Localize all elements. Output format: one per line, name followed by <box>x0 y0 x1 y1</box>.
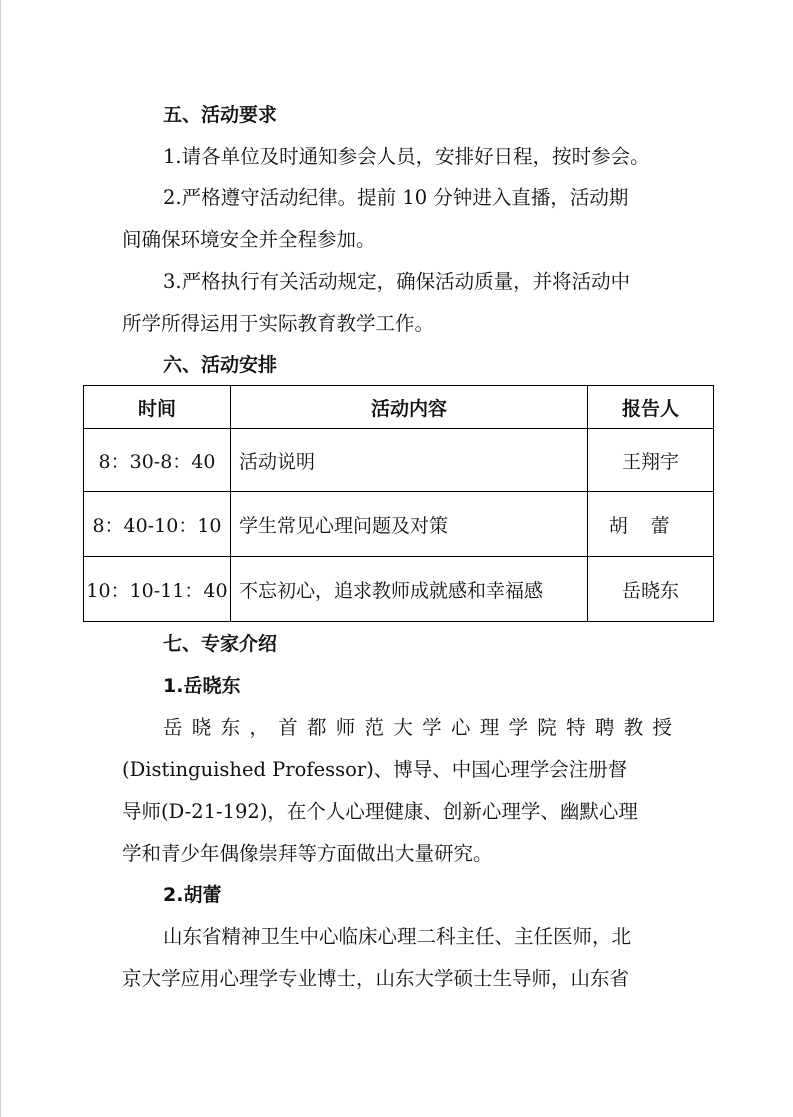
cell-time: 10：10-11：40 <box>84 557 231 622</box>
cell-content: 活动说明 <box>231 429 588 492</box>
header-content: 活动内容 <box>231 386 588 429</box>
expert2-line2: 京大学应用心理学专业博士，山东大学硕士生导师，山东省 <box>122 967 630 990</box>
cell-content: 不忘初心，追求教师成就感和幸福感 <box>231 557 588 622</box>
section5-heading: 五、活动要求 <box>163 104 278 126</box>
expert1-line2: (Distinguished Professor)、博导、中国心理学会注册督 <box>122 758 628 781</box>
cell-content: 学生常见心理问题及对策 <box>231 492 588 557</box>
table-row <box>84 557 714 622</box>
cell-speaker: 胡蕾 <box>588 492 714 557</box>
table-row <box>84 429 714 492</box>
expert1-line3: 导师(D-21-192)，在个人心理健康、创新心理学、幽默心理 <box>122 800 638 823</box>
section5-item2-line2: 间确保环境安全并全程参加。 <box>122 228 376 251</box>
cell-speaker: 岳晓东 <box>588 557 714 622</box>
cell-time: 8：40-10：10 <box>84 492 231 557</box>
schedule-table <box>83 385 714 622</box>
cell-time: 8：30-8：40 <box>84 429 231 492</box>
table-header-row <box>84 386 714 429</box>
expert1-line4: 学和青少年偶像崇拜等方面做出大量研究。 <box>122 842 493 865</box>
expert1-line1: 岳晓东，首都师范大学心理学院特聘教授 <box>163 716 672 739</box>
section5-item1: 1.请各单位及时通知参会人员，安排好日程，按时参会。 <box>163 145 650 168</box>
table-row <box>84 492 714 557</box>
section7-heading: 七、专家介绍 <box>163 633 278 655</box>
cell-speaker: 王翔宇 <box>588 429 714 492</box>
section5-item3-line1: 3.严格执行有关活动规定，确保活动质量，并将活动中 <box>163 270 631 293</box>
section5-item2-line1: 2.严格遵守活动纪律。提前 10 分钟进入直播，活动期 <box>163 186 629 209</box>
expert2-name: 2.胡蕾 <box>163 884 222 906</box>
expert2-line1: 山东省精神卫生中心临床心理二科主任、主任医师，北 <box>163 925 632 948</box>
page-left-edge <box>0 0 1 1117</box>
header-speaker: 报告人 <box>588 386 714 429</box>
section6-heading: 六、活动安排 <box>163 354 278 376</box>
header-time: 时间 <box>84 386 231 429</box>
section5-item3-line2: 所学所得运用于实际教育教学工作。 <box>122 312 435 335</box>
expert1-name: 1.岳晓东 <box>163 675 241 697</box>
